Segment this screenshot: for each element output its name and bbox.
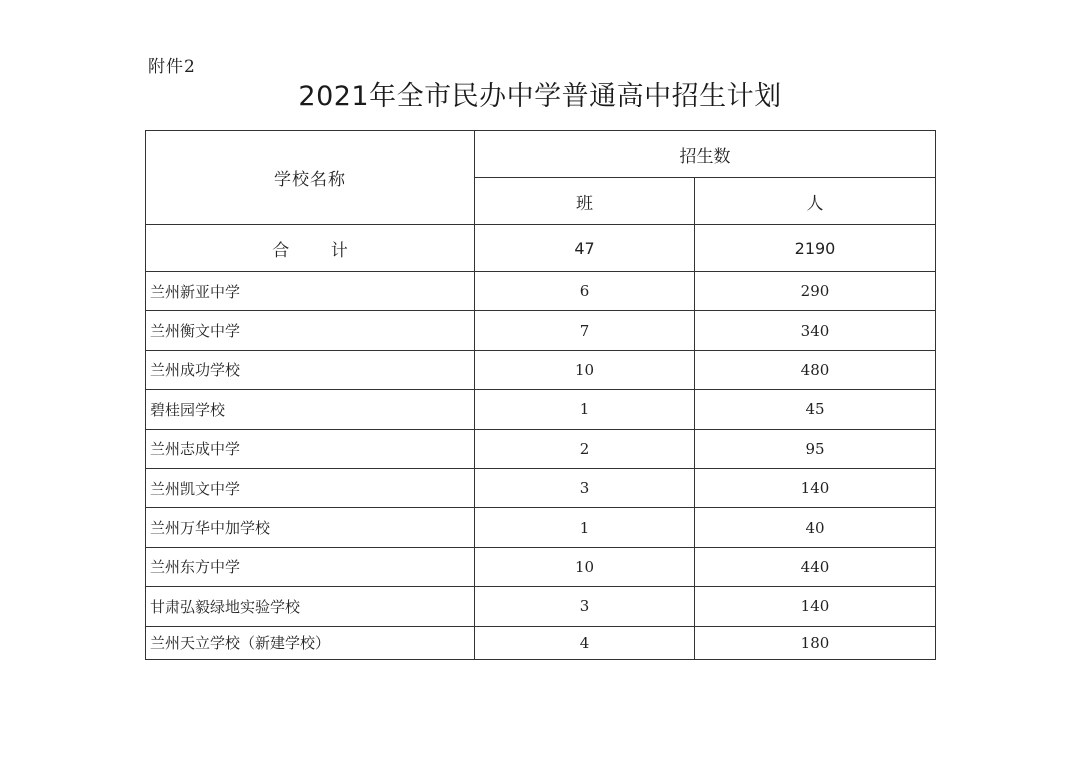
classes-cell: 10 [475,350,695,389]
table-row [146,390,936,429]
table-row [146,468,936,507]
total-classes: 47 [475,225,695,272]
table-row [146,429,936,468]
enrollment-plan-table [145,130,936,660]
classes-cell: 1 [475,390,695,429]
school-name-cell: 甘肃弘毅绿地实验学校 [146,587,475,626]
people-cell: 480 [695,350,936,389]
classes-cell: 1 [475,508,695,547]
school-name-cell: 兰州万华中加学校 [146,508,475,547]
total-row [146,225,936,272]
document-title: 2021年全市民办中学普通高中招生计划 [298,81,782,112]
people-cell: 290 [695,272,936,311]
classes-cell: 4 [475,626,695,659]
total-people: 2190 [695,225,936,272]
people-cell: 45 [695,390,936,429]
header-row-1 [146,131,936,178]
table-row [146,587,936,626]
classes-cell: 3 [475,587,695,626]
table-row [146,547,936,586]
table-row [146,508,936,547]
classes-cell: 3 [475,468,695,507]
header-school-name: 学校名称 [146,131,475,225]
people-cell: 140 [695,587,936,626]
people-cell: 180 [695,626,936,659]
table-row [146,350,936,389]
school-name-cell: 兰州凯文中学 [146,468,475,507]
school-name-cell: 兰州东方中学 [146,547,475,586]
school-name-cell: 碧桂园学校 [146,390,475,429]
people-cell: 95 [695,429,936,468]
header-people: 人 [695,178,936,225]
school-name-cell: 兰州天立学校（新建学校） [146,626,475,659]
classes-cell: 10 [475,547,695,586]
header-enrollment: 招生数 [475,131,936,178]
classes-cell: 6 [475,272,695,311]
people-cell: 440 [695,547,936,586]
school-name-cell: 兰州衡文中学 [146,311,475,350]
school-name-cell: 兰州志成中学 [146,429,475,468]
classes-cell: 7 [475,311,695,350]
total-label: 合 计 [146,225,475,272]
school-name-cell: 兰州成功学校 [146,350,475,389]
people-cell: 40 [695,508,936,547]
attachment-label: 附件2 [148,57,196,77]
people-cell: 140 [695,468,936,507]
table-row [146,272,936,311]
table-row [146,311,936,350]
table-row [146,626,936,659]
header-classes: 班 [475,178,695,225]
school-name-cell: 兰州新亚中学 [146,272,475,311]
people-cell: 340 [695,311,936,350]
classes-cell: 2 [475,429,695,468]
